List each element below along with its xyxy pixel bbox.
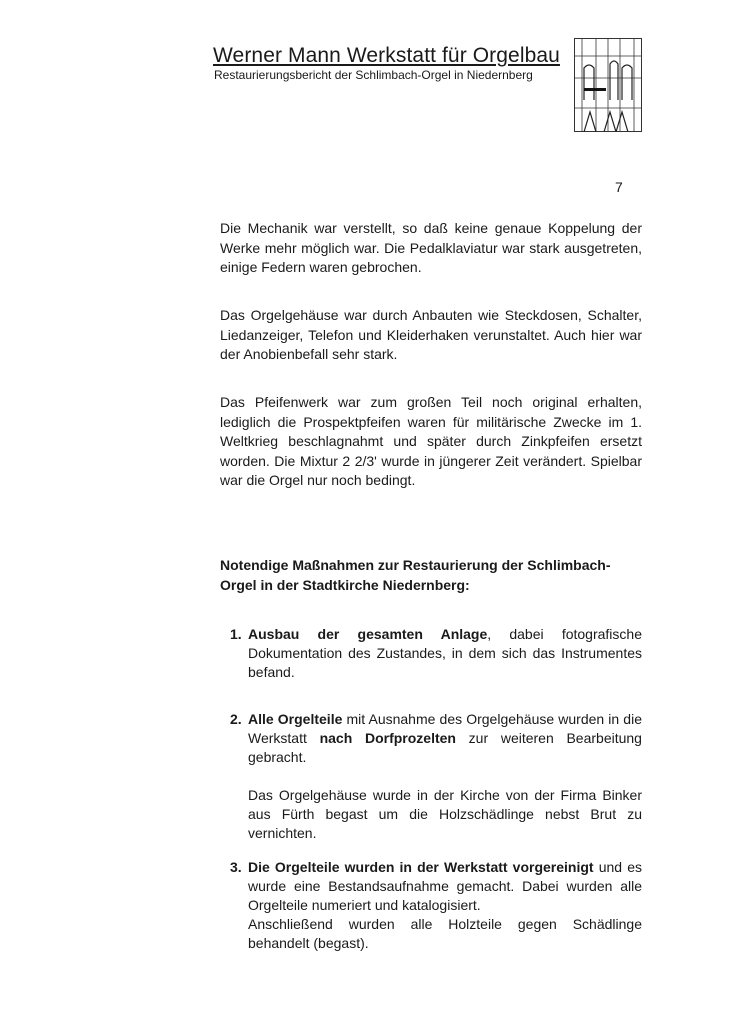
item-number: 3. [230,859,242,875]
item-bold-text: Alle Orgelteile [248,711,343,727]
item-bold-location: nach Dorfprozelten [319,730,456,746]
item-body [248,858,642,915]
item-text: mit Ausnahme des Orgelgehäuse wurden in die Werkstatt [248,711,642,746]
paragraph-gehaeuse: Das Orgelgehäuse war durch Anbauten wie Steckdosen, Schalter, Liedanzeiger, Telefon und Kleiderhaken verunstaltet. Auch hier war der Anobienbefall sehr stark. [220,307,642,362]
list-item-1 [230,625,642,682]
item-body [248,625,642,682]
paragraph-mechanik: Die Mechanik war verstellt, so daß keine genaue Koppelung der Werke mehr möglich war. Die Pedalklaviatur war stark ausgetreten, einige Federn waren gebrochen. [220,220,642,275]
list-item-3 [230,858,642,953]
organ-pipes-logo-icon [574,38,642,132]
item-sub-paragraph: Das Orgelgehäuse wurde in der Kirche von der Firma Binker aus Fürth begast um die Holzschädlinge nebst Brut zu vernichten. [248,787,642,841]
item-line-2: Anschließend wurden alle Holzteile gegen Schädlinge behandelt (begast). [248,916,642,951]
page-number: 7 [615,179,623,195]
item-text-end: zur weiteren Bearbeitung gebracht. [248,730,642,765]
item-bold-text: Ausbau der gesamten Anlage [248,626,488,642]
item-number: 2. [230,711,242,727]
report-subtitle: Restaurierungsbericht der Schlimbach-Orgel in Niedernberg [214,68,533,82]
section-heading: Notendige Maßnahmen zur Restaurierung der Schlimbach-Orgel in der Stadtkirche Niedernberg: [220,557,611,593]
item-body [248,710,642,767]
firm-title: Werner Mann Werkstatt für Orgelbau [213,44,560,67]
item-bold-text: Die Orgelteile wurden in der Werkstatt vorgereinigt [248,859,594,875]
item-number: 1. [230,626,242,642]
item-text: und es wurde eine Bestandsaufnahme gemacht. Dabei wurden alle Orgelteile numeriert und katalogisiert. [248,859,642,913]
paragraph-pfeifenwerk: Das Pfeifenwerk war zum großen Teil noch original erhalten, lediglich die Prospektpfeifen waren für militärische Zwecke im 1. Weltkrieg beschlagnahmt und später durch Zinkpfeifen ersetzt worden. Die Mixtur 2 2/3' wurde in jüngerer Zeit verändert. Spielbar war die Orgel nur noch bedingt. [220,394,642,488]
list-item-2 [230,710,642,843]
item-text: , dabei fotografische Dokumentation des Zustandes, in dem sich das Instrumentes befand. [248,626,642,680]
